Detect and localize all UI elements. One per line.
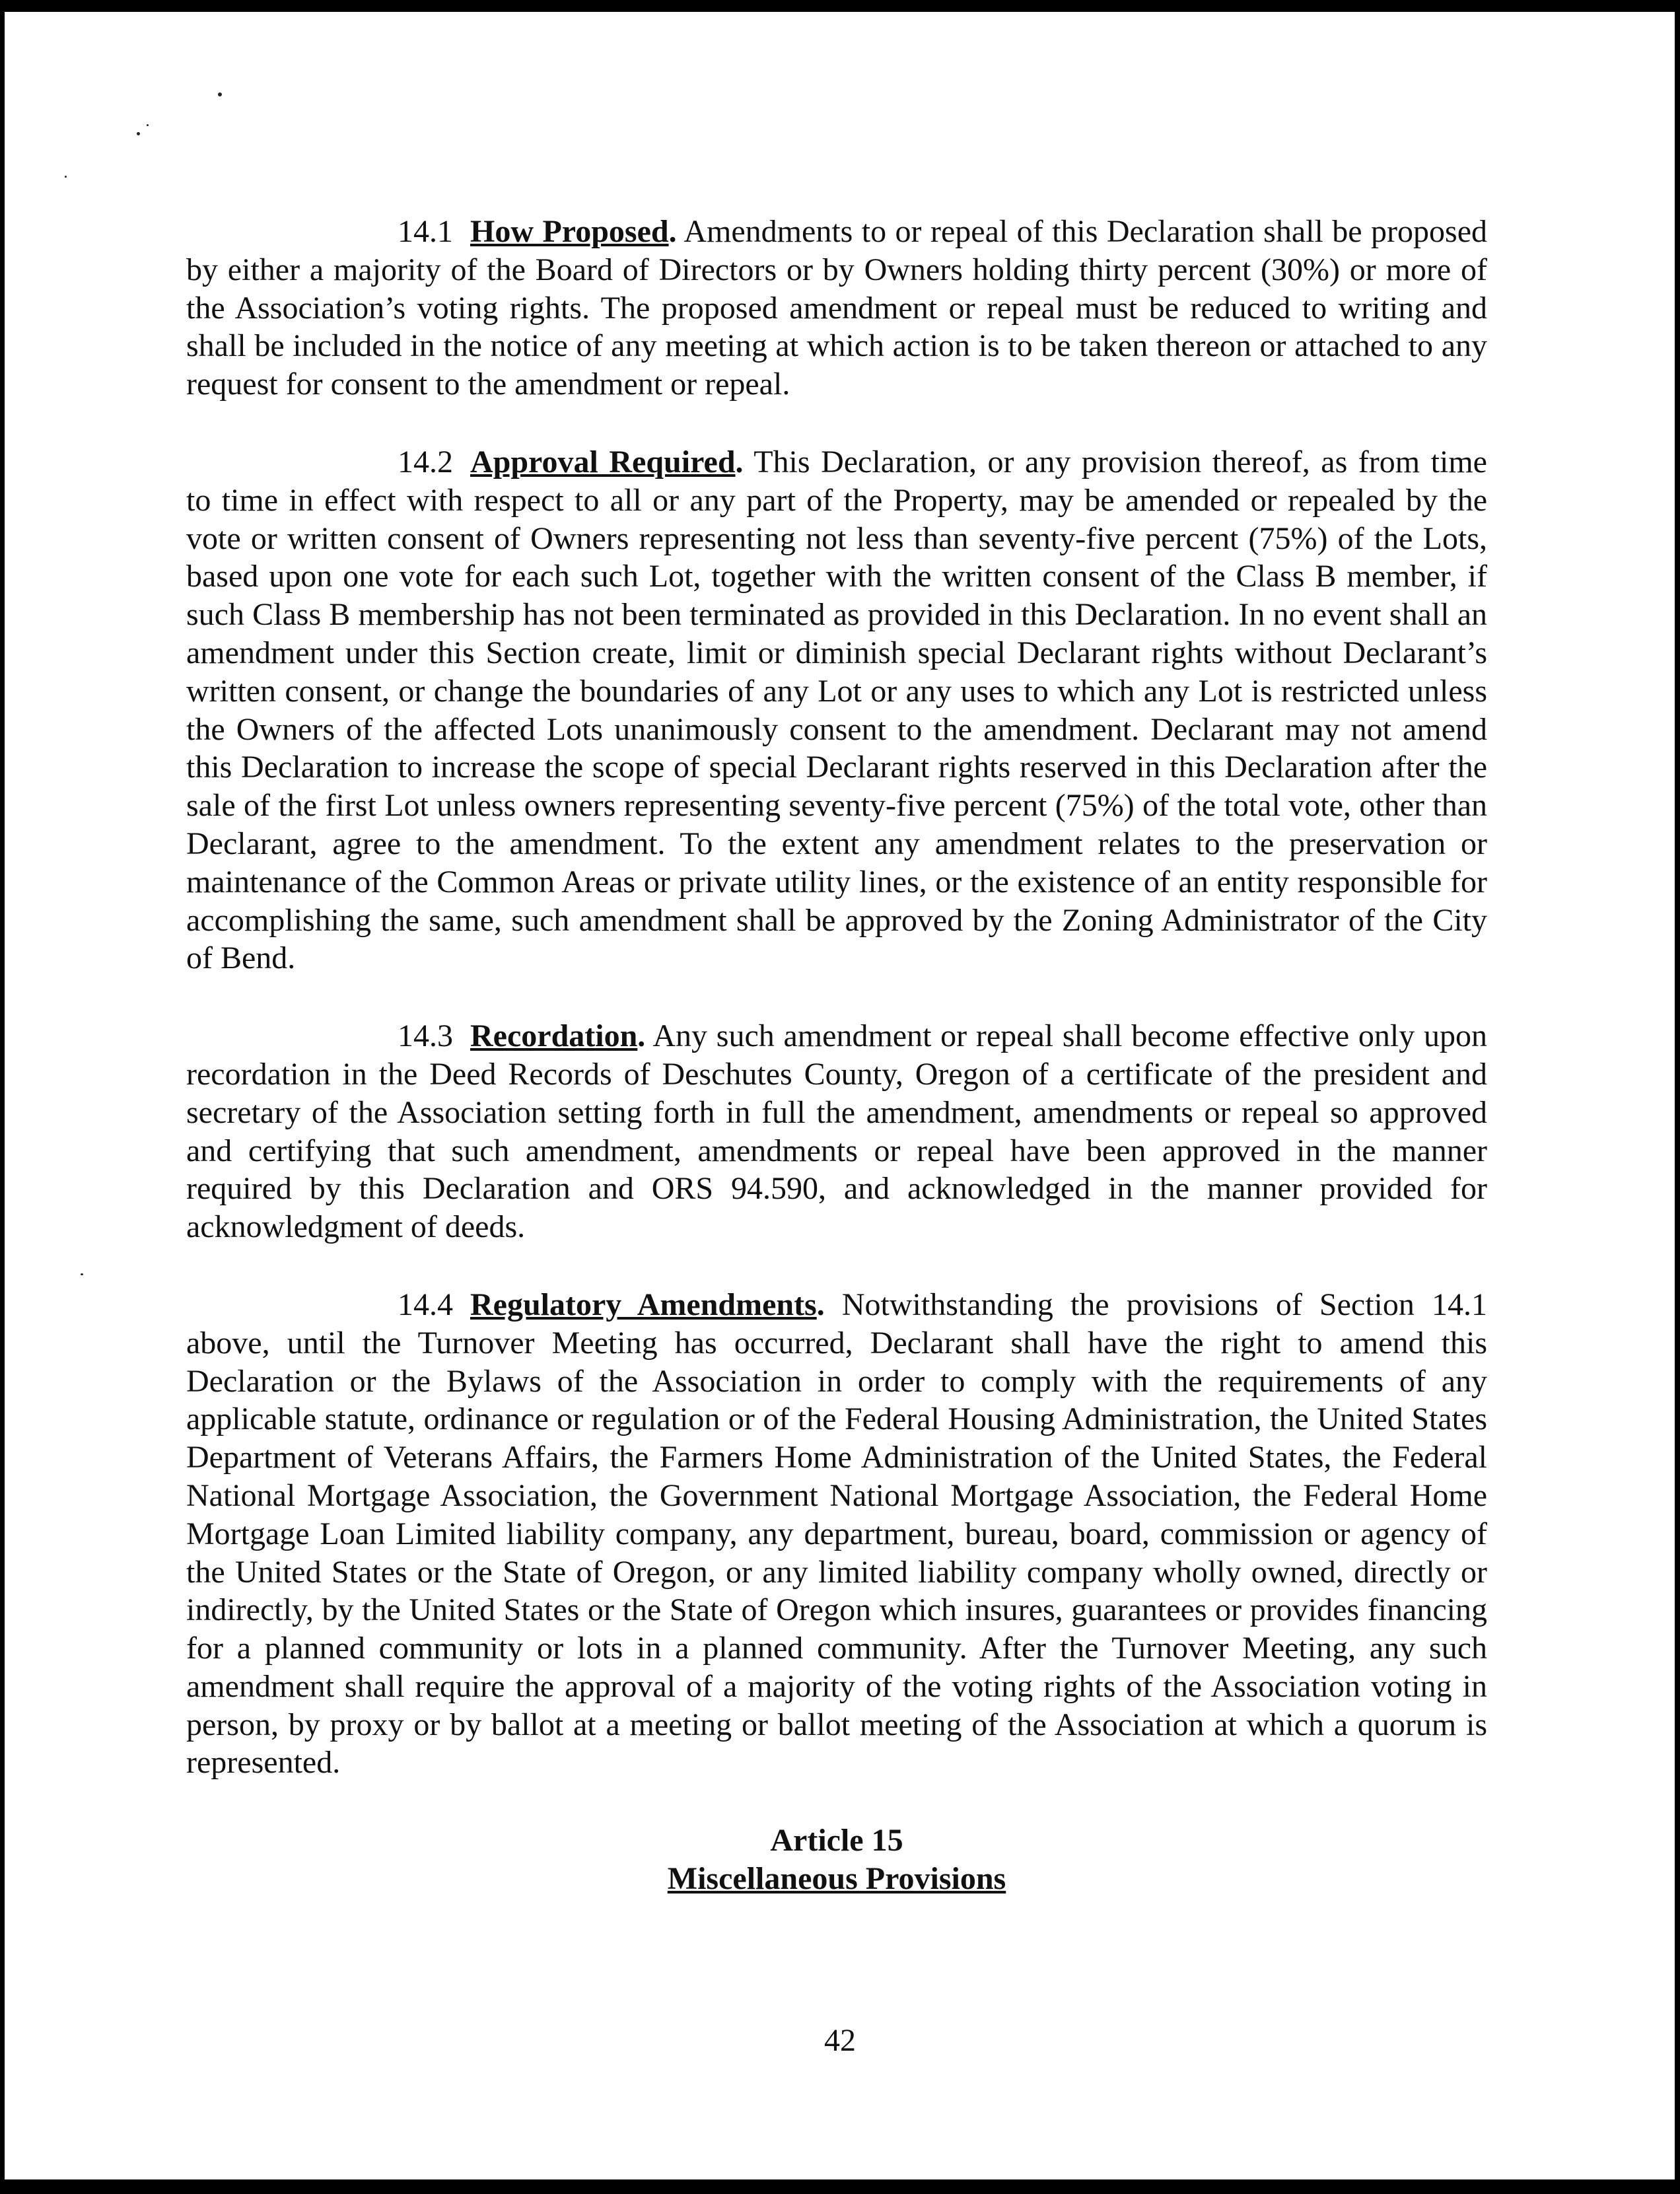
article-subtitle: Miscellaneous Provisions <box>667 1861 1006 1897</box>
section-body: This Declaration, or any provision thereof, as from time to time in effect with respect to all or any part of the Property, may be amended or repealed by the vote or written consent of Owners representing not less than seventy-five percent (75%) of the Lots, based upon one vote for each such Lot, together with the written consent of the Class B member, if such Class B membership has not been terminated as provided in this Declaration. In no event shall an amendment under this Section create, limit or diminish special Declarant rights without Declarant’s written consent, or change the boundaries of any Lot or any uses to which any Lot is restricted unless the Owners of the affected Lots unanimously consent to the amendment. Declarant may not amend this Declaration to increase the scope of special Declarant rights reserved in this Declaration after the sale of the first Lot unless owners representing seventy-five percent (75%) of the total vote, other than Declarant, agree to the amendment. To the extent any amendment relates to the preservation or maintenance of the Common Areas or private utility lines, or the existence of an entity responsible for accomplishing the same, such amendment shall be approved by the Zoning Administrator of the City of Bend. <box>186 444 1487 976</box>
section-body: Any such amendment or repeal shall become effective only upon recordation in the Deed Records of Deschutes County, Oregon of a certificate of the president and secretary of the Association setting forth in full the amendment, amendments or repeal so approved and certifying that such amendment, amendments or repeal have been approved in the manner required by this Declaration and ORS 94.590, and acknowledged in the manner provided for acknowledgment of deeds. <box>186 1018 1487 1245</box>
section-number: 14.3 <box>398 1018 453 1054</box>
scan-border-right <box>1675 0 1680 2194</box>
scan-border-top <box>0 0 1680 12</box>
section-number: 14.2 <box>398 444 453 479</box>
scan-speck <box>137 132 140 135</box>
section-14-1: 14.1 How Proposed. Amendments to or repeal of this Declaration shall be proposed by either a majority of the Board of Directors or by Owners holding thirty percent (30%) or more of the Association’s voting rights. The proposed amendment or repeal must be reduced to writing and shall be included in the notice of any meeting at which action is to be taken thereon or attached to any request for consent to the amendment or repeal. <box>186 214 1487 402</box>
section-body: Notwithstanding the provisions of Section 14.1 above, until the Turnover Meeting has occurred, Declarant shall have the right to amend this Declaration or the Bylaws of the Association in order to comply with the requirements of any applicable statute, ordinance or regulation or of the Federal Housing Administration, the United States Department of Veterans Affairs, the Farmers Home Administration of the United States, the Federal National Mortgage Association, the Government National Mortgage Association, the Federal Home Mortgage Loan Limited liability company, any department, bureau, board, commission or agency of the United States or the State of Oregon, or any limited liability company wholly owned, directly or indirectly, by the United States or the State of Oregon which insures, guarantees or provides financing for a planned community or lots in a planned community. After the Turnover Meeting, any such amendment shall require the approval of a majority of the voting rights of the Association voting in person, by proxy or by ballot at a meeting or ballot meeting of the Association at which a quorum is represented. <box>186 1287 1488 1781</box>
section-number: 14.1 <box>398 214 453 249</box>
scan-speck <box>65 176 67 178</box>
document-body <box>186 213 1487 1898</box>
scan-speck <box>218 92 222 96</box>
article-title: Article 15 <box>770 1823 903 1858</box>
article-heading <box>186 1822 1487 1898</box>
section-14-2: 14.2 Approval Required. This Declaration, or any provision thereof, as from time to time in effect with respect to all or any part of the Property, may be amended or repealed by the vote or written consent of Owners representing not less than seventy-five percent (75%) of the Lots, based upon one vote for each such Lot, together with the written consent of the Class B member, if such Class B membership has not been terminated as provided in this Declaration. In no event shall an amendment under this Section create, limit or diminish special Declarant rights without Declarant’s written consent, or change the boundaries of any Lot or any uses to which any Lot is restricted unless the Owners of the affected Lots unanimously consent to the amendment. Declarant may not amend this Declaration to increase the scope of special Declarant rights reserved in this Declaration after the sale of the first Lot unless owners representing seventy-five percent (75%) of the total vote, other than Declarant, agree to the amendment. To the extent any amendment relates to the preservation or maintenance of the Common Areas or private utility lines, or the existence of an entity responsible for accomplishing the same, such amendment shall be approved by the Zoning Administrator of the City of Bend. <box>186 444 1487 976</box>
section-14-3: 14.3 Recordation. Any such amendment or repeal shall become effective only upon recordation in the Deed Records of Deschutes County, Oregon of a certificate of the president and secretary of the Association setting forth in full the amendment, amendments or repeal so approved and certifying that such amendment, amendments or repeal have been approved in the manner required by this Declaration and ORS 94.590, and acknowledged in the manner provided for acknowledgment of deeds. <box>186 1018 1487 1245</box>
section-title: Regulatory Amendments <box>470 1287 817 1322</box>
scan-speck <box>147 124 149 126</box>
section-body: Amendments to or repeal of this Declaration shall be proposed by either a majority of the Board of Directors or by Owners holding thirty percent (30%) or more of the Association’s voting rights. The proposed amendment or repeal must be reduced to writing and shall be included in the notice of any meeting at which action is to be taken thereon or attached to any request for consent to the amendment or repeal. <box>186 214 1487 402</box>
section-number: 14.4 <box>398 1287 453 1322</box>
page-number: 42 <box>824 2023 856 2058</box>
section-title: Recordation <box>470 1018 638 1054</box>
scan-border-left <box>0 0 5 2194</box>
section-14-4: 14.4 Regulatory Amendments. Notwithstanding the provisions of Section 14.1 above, until the Turnover Meeting has occurred, Declarant shall have the right to amend this Declaration or the Bylaws of the Association in order to comply with the requirements of any applicable statute, ordinance or regulation or of the Federal Housing Administration, the United States Department of Veterans Affairs, the Farmers Home Administration of the United States, the Federal National Mortgage Association, the Government National Mortgage Association, the Federal Home Mortgage Loan Limited liability company, any department, bureau, board, commission or agency of the United States or the State of Oregon, or any limited liability company wholly owned, directly or indirectly, by the United States or the State of Oregon which insures, guarantees or provides financing for a planned community or lots in a planned community. After the Turnover Meeting, any such amendment shall require the approval of a majority of the voting rights of the Association voting in person, by proxy or by ballot at a meeting or ballot meeting of the Association at which a quorum is represented. <box>186 1287 1488 1781</box>
scan-speck <box>81 1273 83 1275</box>
section-title: How Proposed <box>470 214 669 249</box>
section-title: Approval Required <box>470 444 736 479</box>
scan-border-bottom <box>0 2179 1680 2194</box>
